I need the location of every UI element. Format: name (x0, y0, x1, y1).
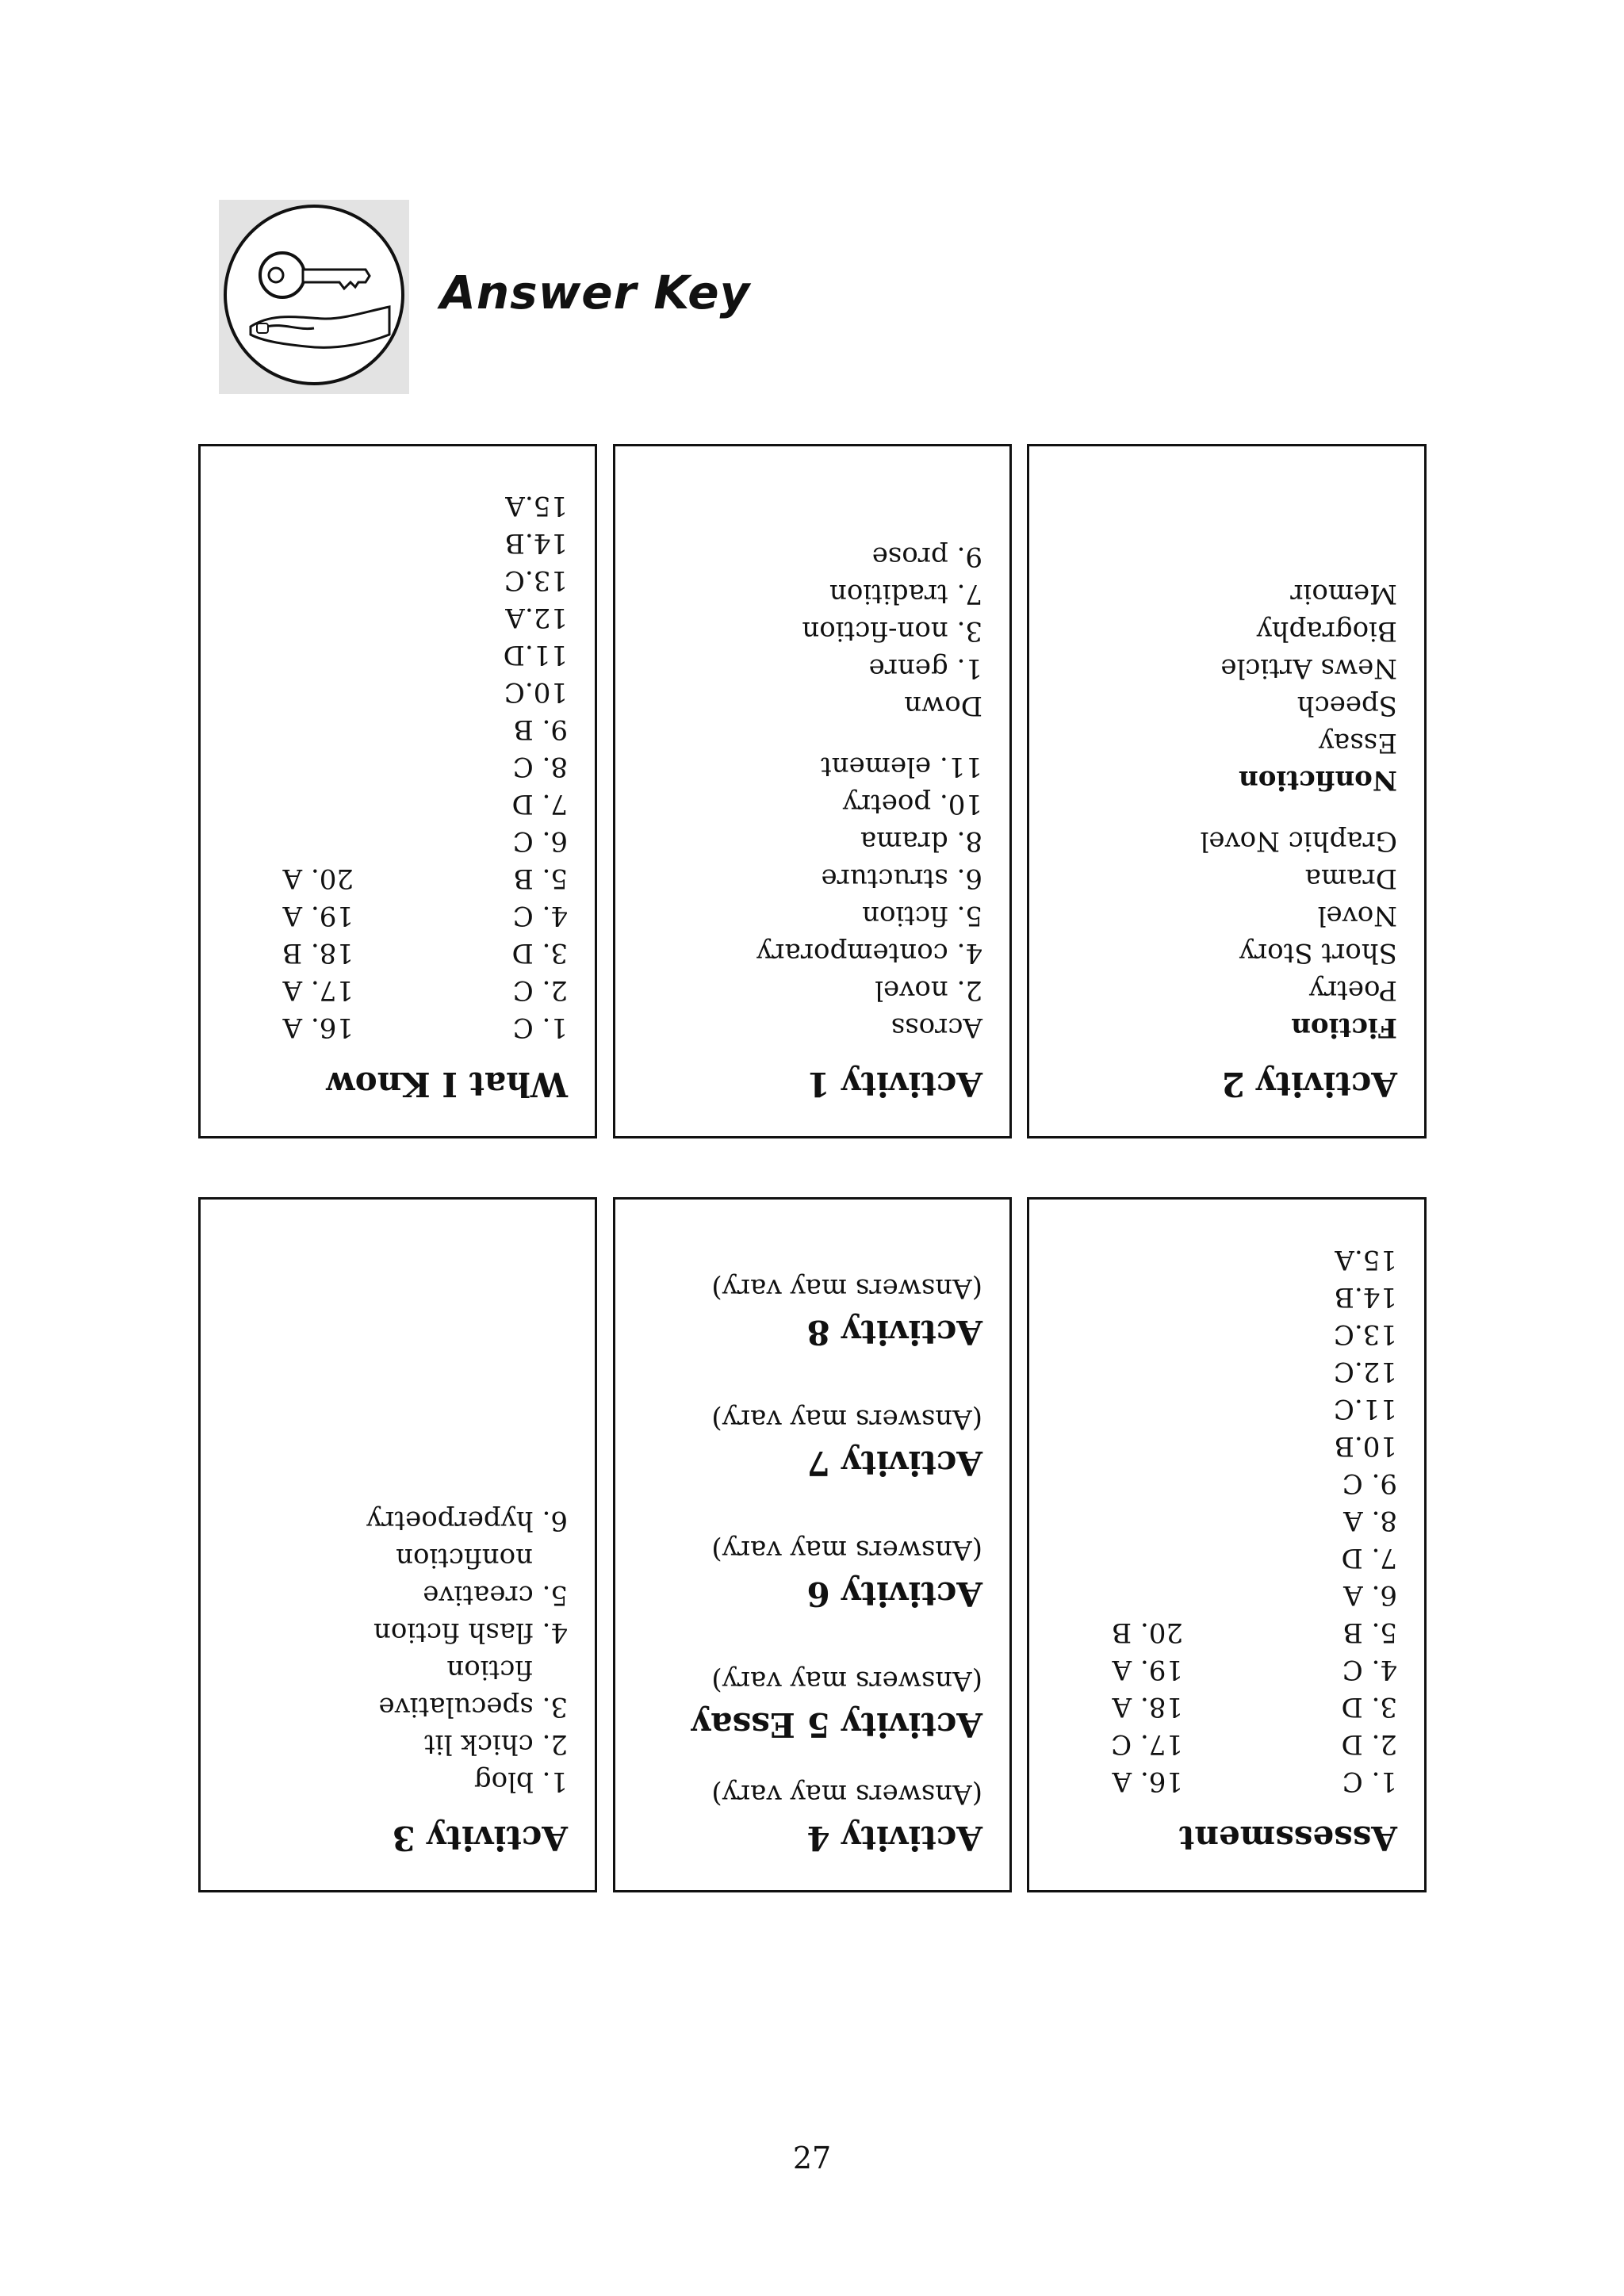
list-item: 7. D (1341, 1542, 1397, 1574)
list-item: 6. hyperpoetry (366, 1505, 568, 1536)
what-i-know-box (198, 444, 597, 1138)
list-item: 3. speculative (378, 1691, 568, 1723)
box-title: Activity 2 (1221, 1065, 1397, 1104)
list-item: 1. blog (473, 1766, 568, 1797)
list-item: 5. B (1342, 1617, 1397, 1648)
list-item: 12.C (1333, 1356, 1397, 1387)
list-item: 18. A (1112, 1691, 1183, 1723)
list-item: 9. B (513, 714, 568, 745)
list-item: 6. C (512, 825, 568, 857)
list-item: 11.C (1333, 1393, 1397, 1425)
list-item: 9. prose (871, 541, 982, 572)
list-item: 19. A (1112, 1654, 1183, 1686)
list-item: 2. D (1341, 1728, 1397, 1760)
list-item: 20. A (282, 863, 354, 894)
list-item: 8. A (1343, 1505, 1397, 1536)
list-item: 10.C (504, 676, 568, 708)
list-item: 4. flash fiction (373, 1617, 568, 1648)
list-item: 18. B (282, 937, 354, 969)
box-title: Activity 1 (806, 1065, 982, 1104)
across-heading: Across (891, 1012, 982, 1043)
list-item: Essay (1318, 727, 1397, 759)
down-heading: Down (904, 690, 982, 721)
list-item: 14.B (504, 527, 568, 559)
list-item: 2. novel (875, 974, 982, 1006)
list-item: 14.B (1334, 1281, 1397, 1313)
activity1-box (613, 444, 1012, 1138)
box-title: Activity 5 Essay (691, 1705, 982, 1744)
answer-note: (Answers may vary) (711, 1534, 982, 1566)
list-item: 3. D (1341, 1691, 1397, 1723)
list-item: 6. structure (821, 863, 982, 894)
list-item: 8. drama (860, 825, 982, 857)
list-item: 13.C (1333, 1318, 1397, 1350)
list-item: Speech (1297, 690, 1397, 721)
fiction-heading: Fiction (1291, 1012, 1397, 1043)
list-item: 2. chick lit (424, 1728, 568, 1760)
list-item: 6. A (1343, 1579, 1397, 1611)
list-item: 17. A (282, 974, 354, 1006)
list-item: Graphic Novel (1200, 825, 1397, 857)
list-item: 11.D (503, 639, 568, 671)
list-item: 8. C (512, 751, 568, 783)
box-title: Activity 7 (806, 1444, 982, 1483)
list-item: 5. creative (423, 1579, 568, 1611)
list-item: 4. contemporary (756, 937, 982, 969)
list-item: 4. C (1342, 1654, 1397, 1686)
page-number: 27 (792, 2141, 832, 2175)
list-item: 7. tradition (829, 578, 982, 610)
box-title: Assessment (1179, 1819, 1397, 1858)
answer-note: (Answers may vary) (711, 1778, 982, 1810)
assessment-box (1027, 1197, 1427, 1892)
box-title: What I Know (326, 1065, 568, 1104)
list-item: Memoir (1290, 578, 1397, 610)
page-title: Answer Key (440, 266, 751, 320)
box-title: Activity 3 (392, 1819, 568, 1858)
list-item: 4. C (512, 900, 568, 932)
list-item: Biography (1256, 615, 1397, 647)
list-item: 10. poetry (842, 788, 982, 820)
list-item: 16. A (282, 1012, 354, 1043)
list-item: 1. genre (868, 652, 982, 684)
activity3-box (198, 1197, 597, 1892)
list-item: 10.B (1334, 1430, 1397, 1462)
list-item: News Article (1220, 652, 1397, 684)
list-item: Short Story (1239, 937, 1397, 969)
list-item: 9. C (1342, 1468, 1397, 1499)
list-item: 12.A (505, 602, 568, 633)
box-title: Activity 8 (806, 1313, 982, 1352)
list-item: 11. element (821, 751, 982, 783)
box-title: Activity 4 (806, 1819, 982, 1858)
list-item: 3. non-fiction (802, 615, 982, 647)
list-item: fiction (446, 1654, 533, 1686)
list-item: 16. A (1112, 1766, 1183, 1797)
list-item: Drama (1304, 863, 1397, 894)
list-item: 13.C (504, 564, 568, 596)
list-item: Novel (1317, 900, 1397, 932)
list-item: 15.A (1335, 1244, 1397, 1276)
list-item: 5. fiction (862, 900, 982, 932)
answer-note: (Answers may vary) (711, 1665, 982, 1697)
list-item: 17. C (1111, 1728, 1183, 1760)
box-title: Activity 6 (806, 1575, 982, 1613)
key-in-hand-icon (219, 200, 409, 394)
activities-4-8-box (613, 1197, 1012, 1892)
list-item: 7. D (511, 788, 568, 820)
answer-note: (Answers may vary) (711, 1272, 982, 1304)
list-item: 20. B (1112, 1617, 1183, 1648)
activity2-box (1027, 444, 1427, 1138)
list-item: Poetry (1308, 974, 1397, 1006)
list-item: 2. C (512, 974, 568, 1006)
list-item: nonfiction (396, 1542, 533, 1574)
list-item: 19. A (282, 900, 354, 932)
answer-note: (Answers may vary) (711, 1403, 982, 1435)
list-item: 5. B (513, 863, 568, 894)
list-item: 15.A (505, 490, 568, 522)
nonfiction-heading: Nonfiction (1239, 764, 1397, 796)
list-item: 3. D (511, 937, 568, 969)
list-item: 1. C (512, 1012, 568, 1043)
list-item: 1. C (1342, 1766, 1397, 1797)
